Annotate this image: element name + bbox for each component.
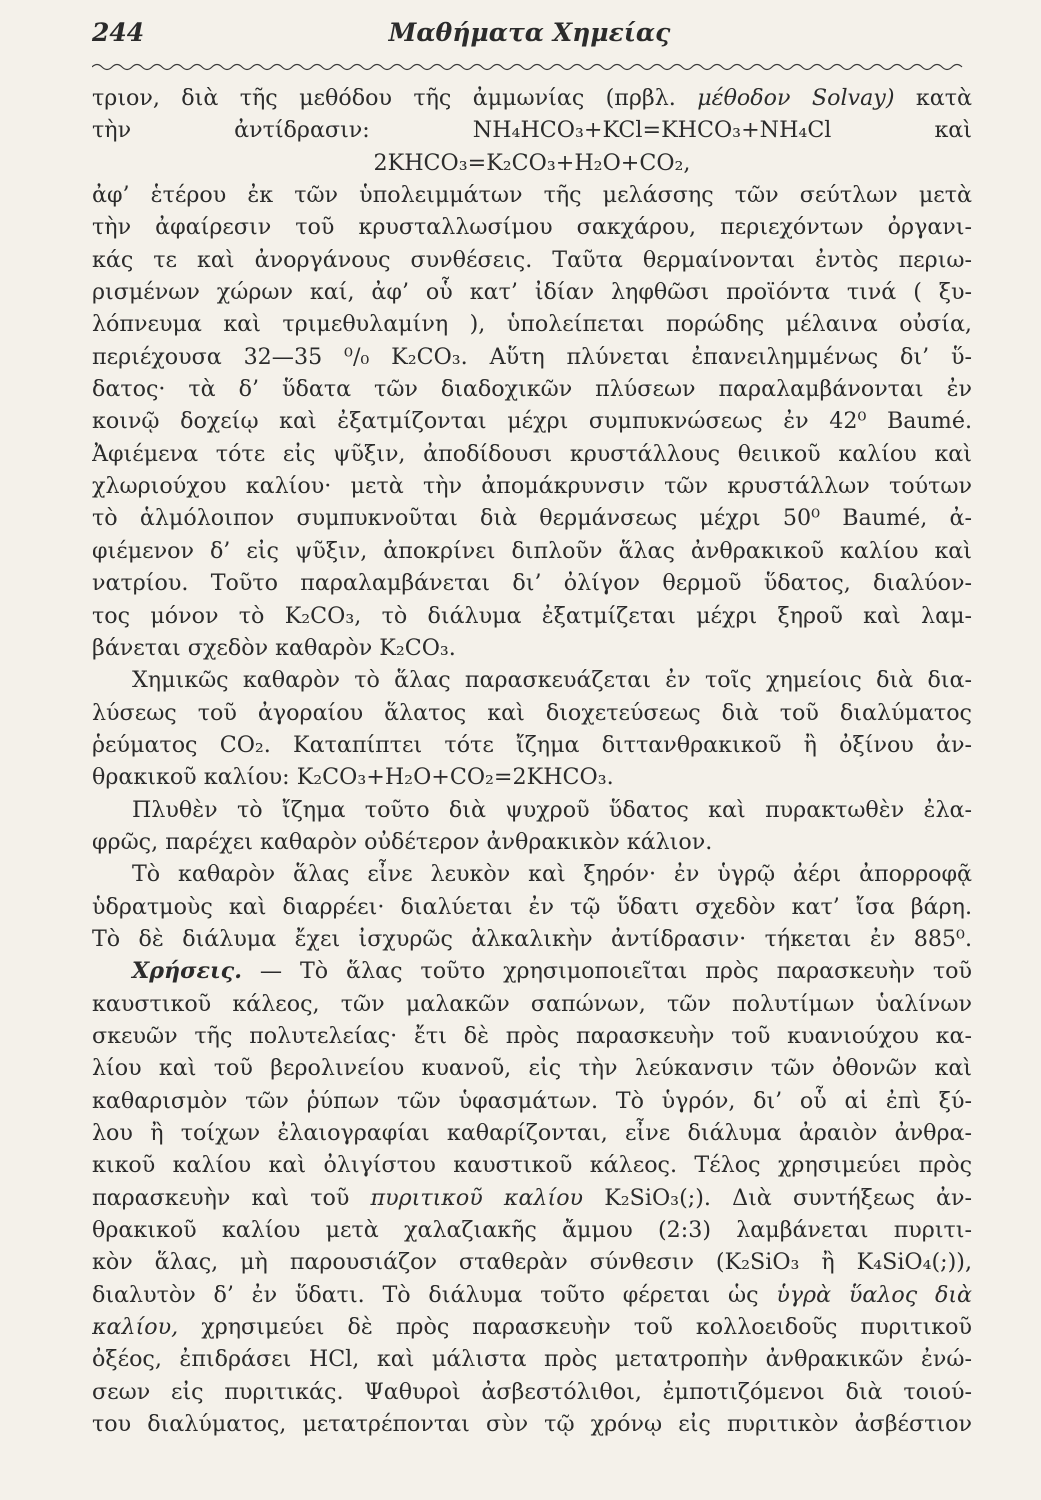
text-line: τὴν ἀφαίρεσιν τοῦ κρυσταλλωσίμου σακχάρου, περιεχόντων ὀργανι- — [92, 214, 972, 241]
page-body-text — [92, 82, 972, 1440]
text-line: Χημικῶς καθαρὸν τὸ ἅλας παρασκευάζεται ἐν τοῖς χημείοις διὰ δια- — [132, 667, 972, 694]
text-line: κοινῷ δοχείῳ καὶ ἐξατμίζονται μέχρι συμπυκνώσεως ἐν 42⁰ Baumé. — [92, 408, 972, 435]
text-line: κάς τε καὶ ἀνοργάνους συνθέσεις. Ταῦτα θερμαίνονται ἐντὸς περιω- — [92, 246, 972, 273]
text-line: φιέμενον δ’ εἰς ψῦξιν, ἀποκρίνει διπλοῦν ἅλας ἀνθρακικοῦ καλίου καὶ — [92, 537, 972, 564]
text-line: θρακικοῦ καλίου μετὰ χαλαζιακῆς ἄμμου (2:3) λαμβάνεται πυριτι- — [92, 1217, 972, 1244]
running-title: Μαθήματα Χημείας — [388, 18, 671, 47]
text-line: καυστικοῦ κάλεος, τῶν μαλακῶν σαπώνων, τῶν πολυτίμων ὑαλίνων — [92, 990, 972, 1017]
text-line: θρακικοῦ καλίου: K₂CO₃+H₂O+CO₂=2KHCO₃. — [92, 764, 614, 791]
text-line: χλωριούχου καλίου· μετὰ τὴν ἀπομάκρυνσιν τῶν κρυστάλλων τούτων — [92, 473, 972, 500]
italic-run: καλίου, — [92, 1314, 179, 1341]
formula-line: 2KHCO₃=K₂CO₃+H₂O+CO₂, — [373, 149, 691, 176]
section-heading-usage: Χρήσεις. — [132, 958, 242, 985]
italic-run: μέθοδον Solvay) — [697, 85, 895, 111]
text-line: ῥεύματος CO₂. Καταπίπτει τότε ἴζημα διττανθρακικοῦ ἢ ὀξίνου ἀν- — [92, 731, 972, 758]
text-line: Πλυθὲν τὸ ἴζημα τοῦτο διὰ ψυχροῦ ὕδατος καὶ πυρακτωθὲν ἐλα- — [132, 796, 972, 823]
text-run: K₂SiO₃(;). Διὰ συντήξεως ἀν- — [583, 1184, 972, 1211]
text-run: κατὰ — [894, 85, 972, 111]
text-line: ρισμένων χώρων καί, ἀφ’ οὗ κατ’ ἰδίαν ληφθῶσι προϊόντα τινά ( ξυ- — [92, 279, 972, 306]
header-wavy-rule — [92, 62, 967, 72]
text-line: τος μόνον τὸ K₂CO₃, τὸ διάλυμα ἐξατμίζεται μέχρι ξηροῦ καὶ λαμ- — [92, 602, 972, 629]
italic-run: πυριτικοῦ καλίου — [370, 1184, 584, 1211]
text-line: λόπνευμα καὶ τριμεθυλαμίνη ), ὑπολείπεται πορώδης μέλαινα οὐσία, — [92, 311, 972, 338]
text-line: λου ἢ τοίχων ἐλαιογραφίαι καθαρίζονται, εἶνε διάλυμα ἀραιὸν ἀνθρα- — [92, 1120, 972, 1146]
text-run: τριον, διὰ τῆς μεθόδου τῆς ἀμμωνίας (πρβλ. — [92, 85, 698, 111]
text-line: Τὸ δὲ διάλυμα ἔχει ἰσχυρῶς ἀλκαλικὴν ἀντίδρασιν· τήκεται ἐν 885⁰. — [92, 925, 972, 952]
text-line: δατος· τὰ δ’ ὕδατα τῶν διαδοχικῶν πλύσεων παραλαμβάνονται ἐν — [92, 376, 972, 403]
text-line: ὀξέος, ἐπιδράσει HCl, καὶ μάλιστα πρὸς μετατροπὴν ἀνθρακικῶν ἐνώ- — [92, 1346, 972, 1373]
text-line: βάνεται σχεδὸν καθαρὸν K₂CO₃. — [92, 634, 456, 661]
text-run: χρησιμεύει δὲ πρὸς παρασκευὴν τοῦ κολλοειδοῦς πυριτικοῦ — [178, 1314, 972, 1341]
text-line: σεων εἰς πυριτικάς. Ψαθυροὶ ἀσβεστόλιθοι, ἐμποτιζόμενοι διὰ τοιού- — [92, 1378, 972, 1405]
text-line: καθαρισμὸν τῶν ῥύπων τῶν ὑφασμάτων. Τὸ ὑγρόν, δι’ οὗ αἱ ἐπὶ ξύ- — [92, 1087, 972, 1114]
text-line: Τὸ καθαρὸν ἅλας εἶνε λευκὸν καὶ ξηρόν· ἐν ὑγρῷ ἀέρι ἀπορροφᾷ — [132, 861, 972, 888]
text-run: διαλυτὸν δ’ ἐν ὕδατι. Τὸ διάλυμα τοῦτο φέρεται ὡς — [92, 1281, 777, 1308]
text-line — [92, 955, 972, 987]
text-line — [92, 1311, 972, 1343]
text-line — [92, 1182, 972, 1214]
text-line: φρῶς, παρέχει καθαρὸν οὐδέτερον ἀνθρακικὸν κάλιον. — [92, 828, 713, 855]
text-line: νατρίου. Τοῦτο παραλαμβάνεται δι’ ὀλίγον θερμοῦ ὕδατος, διαλύον- — [92, 570, 972, 597]
text-line — [92, 82, 972, 114]
text-line: κικοῦ καλίου καὶ ὀλιγίστου καυστικοῦ κάλεος. Τέλος χρησιμεύει πρὸς — [92, 1152, 972, 1179]
text-line: περιέχουσα 32—35 ⁰/₀ K₂CO₃. Αὕτη πλύνεται ἐπανειλημμένως δι’ ὕ- — [92, 343, 972, 370]
text-line: κὸν ἅλας, μὴ παρουσιάζον σταθερὰν σύνθεσιν (K₂SiO₃ ἢ K₄SiO₄(;)), — [92, 1249, 972, 1276]
text-line: σκευῶν τῆς πολυτελείας· ἔτι δὲ πρὸς παρασκευὴν τοῦ κυανιούχου κα- — [92, 1022, 972, 1049]
text-run: παρασκευὴν καὶ τοῦ — [92, 1184, 371, 1211]
page-number: 244 — [92, 18, 145, 47]
page-header — [92, 14, 967, 50]
text-line: του διαλύματος, μετατρέπονται σὺν τῷ χρόνῳ εἰς πυριτικὸν ἀσβέστιον — [92, 1411, 972, 1438]
text-line: λίου καὶ τοῦ βερολινείου κυανοῦ, εἰς τὴν λεύκανσιν τῶν ὀθονῶν καὶ — [92, 1055, 972, 1082]
text-line — [92, 1279, 972, 1311]
text-run: — Τὸ ἅλας τοῦτο χρησιμοποιεῖται πρὸς παρασκευὴν τοῦ — [241, 958, 972, 985]
text-line: τὴν ἀντίδρασιν: NH₄HCO₃+KCl=KHCO₃+NH₄Cl καὶ — [92, 117, 972, 144]
text-line: ἀφ’ ἑτέρου ἐκ τῶν ὑπολειμμάτων τῆς μελάσσης τῶν σεύτλων μετὰ — [92, 182, 972, 209]
text-line: Ἀφιέμενα τότε εἰς ψῦξιν, ἀποδίδουσι κρυστάλλους θειικοῦ καλίου καὶ — [92, 440, 972, 467]
text-line: ὑδρατμοὺς καὶ διαρρέει· διαλύεται ἐν τῷ ὕδατι σχεδὸν κατ’ ἴσα βάρη. — [92, 893, 972, 920]
text-line: λύσεως τοῦ ἀγοραίου ἅλατος καὶ διοχετεύσεως διὰ τοῦ διαλύματος — [92, 699, 972, 726]
text-line: τὸ ἁλμόλοιπον συμπυκνοῦται διὰ θερμάνσεως μέχρι 50⁰ Baumé, ἀ- — [92, 505, 972, 532]
italic-run: ὑγρὰ ὕαλος διὰ — [776, 1281, 972, 1308]
